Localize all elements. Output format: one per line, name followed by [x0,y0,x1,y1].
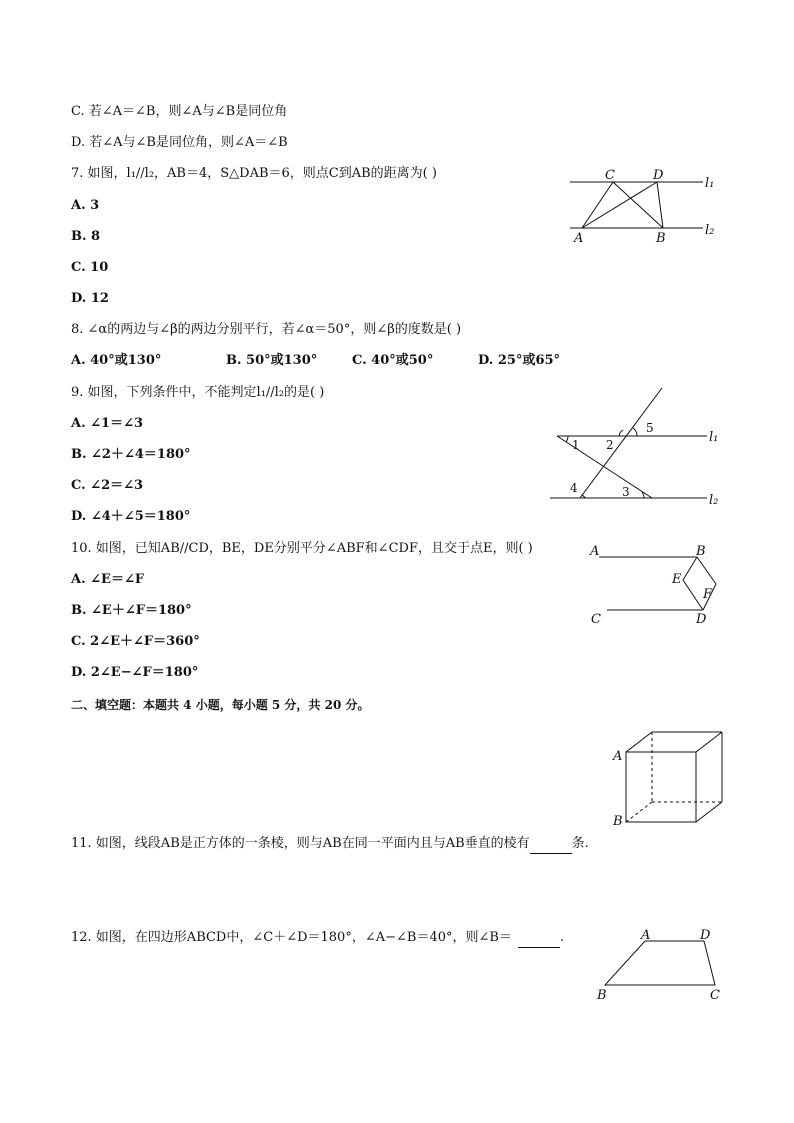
q10-label-d: D [696,612,707,627]
q10-option-a: A. ∠E＝∠F [71,572,145,587]
q6-option-c: C. 若∠A＝∠B，则∠A与∠B是同位角 [71,104,288,119]
q10-option-c: C. 2∠E＋∠F＝360° [71,634,200,649]
q9-angle-arc-4 [582,494,586,498]
q7-option-c: C. 10 [71,260,109,275]
q9-transversal-a [580,388,662,498]
q10-figure [585,540,725,630]
q12-quadrilateral-abcd [605,941,715,985]
q11-cube-hidden-diagonal [626,802,652,822]
q7-segment-ac [582,182,613,228]
q7-segment-ad [582,182,657,228]
q8-option-a: A. 40°或130° [71,353,162,368]
q9-angle-arc-1 [566,436,568,442]
q11-cube-top-right-edge [696,732,722,752]
q11-cube-figure [608,725,738,830]
q8-option-b: B. 50°或130° [226,353,318,368]
q10-label-b: B [696,544,706,559]
q10-label-e: E [672,572,682,587]
q12-label-b: B [597,988,607,1003]
q9-label-l1: l₁ [709,430,719,445]
q8-stem: 8. ∠α的两边与∠β的两边分别平行，若∠α＝50°，则∠β的度数是( ) [71,322,462,337]
q10-stem: 10. 如图，已知AB//CD，BE，DE分别平分∠ABF和∠CDF，且交于点E，则( ) [71,541,533,556]
q7-label-b: B [656,231,666,246]
q7-label-l1: l₁ [705,176,715,191]
q7-label-l2: l₂ [705,223,715,238]
q12-stem-after: . [559,930,565,945]
q10-label-c: C [591,612,601,627]
q9-option-c: C. ∠2＝∠3 [71,478,144,493]
q7-label-d: D [653,168,664,183]
q6-option-d: D. 若∠A与∠B是同位角，则∠A＝∠B [71,135,288,150]
q9-option-a: A. ∠1＝∠3 [71,416,144,431]
q9-angle-arc-5 [633,428,637,436]
q9-label-l2: l₂ [709,493,719,508]
q11-label-a: A [613,749,623,764]
q8-option-c: C. 40°或50° [352,353,434,368]
q10-option-d: D. 2∠E−∠F＝180° [71,665,199,680]
q9-label-1: 1 [572,438,580,452]
q12-stem [71,929,564,948]
q12-label-a: A [641,928,651,943]
q10-segments-bed [683,557,703,610]
q7-label-c: C [605,168,615,183]
q7-segment-cb [613,182,663,228]
q12-answer-blank[interactable] [518,929,560,948]
q10-label-f: F [703,587,713,602]
q9-label-3: 3 [622,485,630,499]
q9-figure [545,385,735,515]
q12-label-c: C [710,988,720,1003]
q9-option-b: B. ∠2＋∠4＝180° [71,447,191,462]
q7-figure [560,165,730,250]
q7-option-d: D. 12 [71,291,109,306]
q9-label-5: 5 [646,421,654,435]
q10-label-a: A [590,544,600,559]
q11-stem-before: 11. 如图，线段AB是正方体的一条棱，则与AB在同一平面内且与AB垂直的棱有 [71,836,530,851]
q9-angle-arc-2 [619,430,623,436]
q7-option-b: B. 8 [71,229,101,244]
q9-label-4: 4 [570,481,578,495]
q7-stem: 7. 如图，l₁//l₂，AB＝4，S△DAB＝6，则点C到AB的距离为( ) [71,166,437,181]
q7-segment-db [657,182,663,228]
q7-label-a: A [574,231,584,246]
q11-cube-bottom-right-edge [696,802,722,822]
q8-option-d: D. 25°或65° [478,353,561,368]
q12-label-d: D [700,928,711,943]
q9-label-2: 2 [606,438,614,452]
q11-cube-front-face [626,752,696,822]
q9-option-d: D. ∠4＋∠5＝180° [71,509,191,524]
q11-stem [71,835,589,854]
q11-answer-blank[interactable] [530,835,572,854]
q11-label-b: B [613,814,623,829]
q10-option-b: B. ∠E＋∠F＝180° [71,603,192,618]
section-2-heading: 二、填空题：本题共 4 小题，每小题 5 分，共 20 分。 [71,698,370,712]
q7-option-a: A. 3 [71,198,100,213]
q10-segments-bfd [697,557,716,610]
q11-cube-top-left-edge [626,732,652,752]
q12-stem-before: 12. 如图，在四边形ABCD中，∠C＋∠D＝180°，∠A−∠B＝40°，则∠B＝ [71,930,512,945]
q9-stem: 9. 如图，下列条件中，不能判定l₁//l₂的是( ) [71,385,325,400]
q11-stem-after: 条. [571,836,589,851]
q12-quadrilateral-figure [592,928,732,1008]
